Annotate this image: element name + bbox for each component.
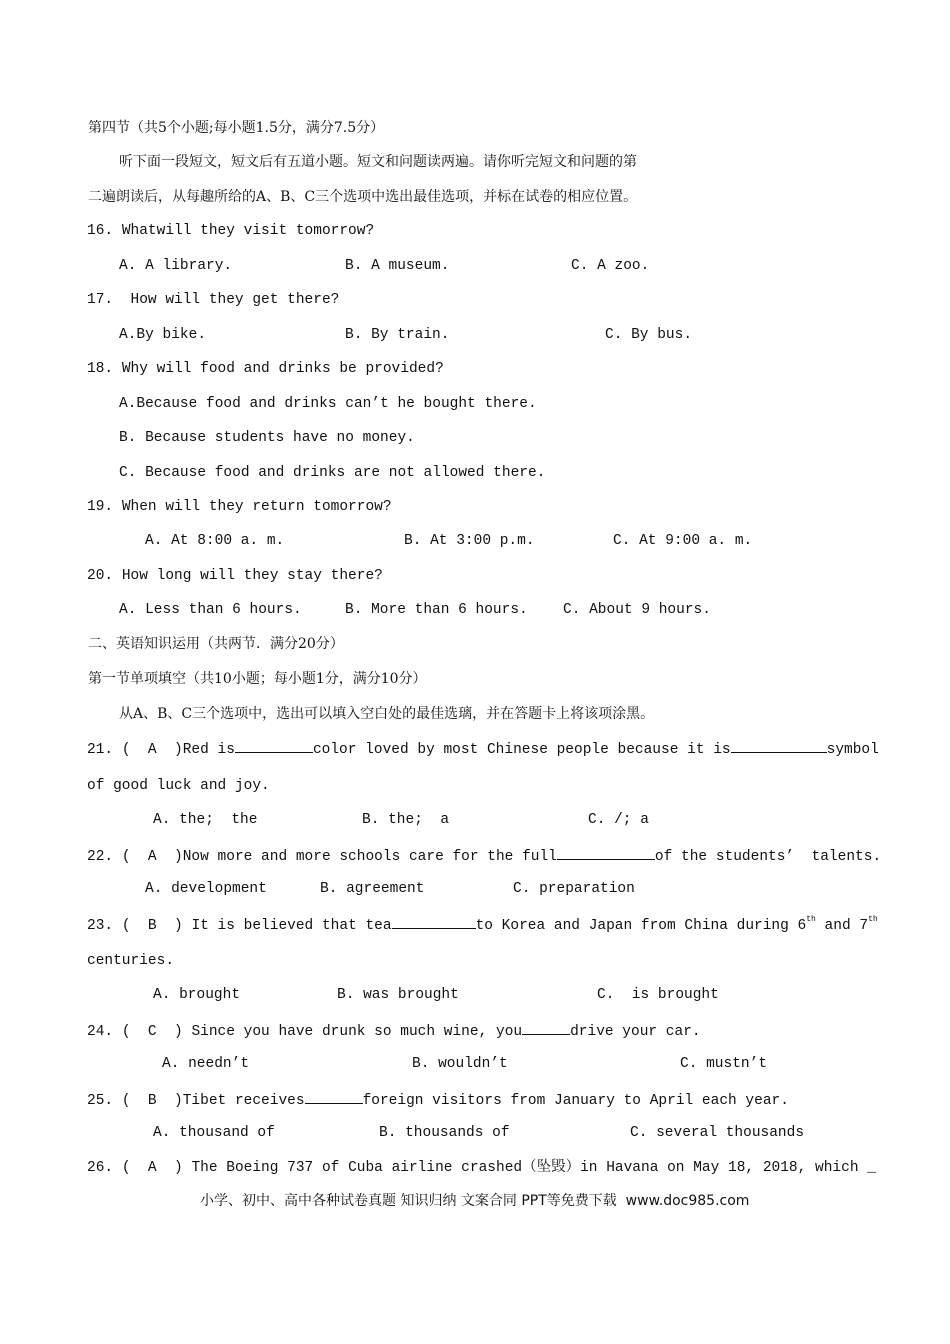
question-number: 21. (87, 742, 114, 758)
answer-bracket: ( A ) (121, 742, 183, 758)
question-number: 16. (87, 223, 114, 239)
q22-option-c: C. preparation (513, 881, 635, 897)
q23-continuation: centuries. (87, 953, 175, 969)
q22-option-a: A. development (145, 881, 267, 897)
answer-bracket: ( A ) (121, 849, 183, 865)
q23-option-c: C. is brought (597, 987, 719, 1003)
q19-option-c: C. At 9:00 a. m. (613, 533, 753, 549)
page-footer: 小学、初中、高中各种试卷真题 知识归纳 文案合同 PPT等免费下载 www.doc985.com (200, 1193, 750, 1209)
question-16 (87, 221, 374, 241)
q25-option-a: A. thousand of (153, 1125, 275, 1141)
q22-option-b: B. agreement (320, 881, 425, 897)
question-21: 21. ( A )Red is color loved by most Chinese people because it is symbol (87, 738, 879, 760)
q24-option-b: B. wouldn’t (412, 1056, 508, 1072)
question-26: 26. ( A ) The Boeing 737 of Cuba airline crashed（坠毁）in Havana on May 18, 2018, which _ (87, 1160, 876, 1176)
section4-instruction-line2: 二遍朗读后，从每趣所给的A、B、C三个选项中选出最佳选项，并标在试卷的相应位置。 (88, 189, 638, 205)
q19-option-a: A. At 8:00 a. m. (145, 533, 285, 549)
q20-option-b: B. More than 6 hours. (345, 602, 528, 618)
answer-blank (305, 1089, 363, 1104)
q20-option-c: C. About 9 hours. (563, 602, 711, 618)
question-text: How long will they stay there? (121, 568, 383, 584)
answer-bracket: ( A ) (121, 1160, 183, 1176)
q20-option-a: A. Less than 6 hours. (119, 602, 302, 618)
question-number: 20. (87, 568, 114, 584)
question-22: 22. ( A )Now more and more schools care for the full of the students’ talents. (87, 845, 881, 867)
q24-option-a: A. needn’t (162, 1056, 250, 1072)
question-23: 23. ( B ) It is believed that tea to Korea and Japan from China during 6th and 7th (87, 915, 878, 934)
q23-option-a: A. brought (153, 987, 241, 1003)
q25-option-b: B. thousands of (379, 1125, 510, 1141)
question-text: Whatwill they visit tomorrow? (121, 223, 375, 239)
q16-option-c: C. A zoo. (571, 258, 650, 274)
q18-option-b: B. Because students have no money. (119, 430, 415, 446)
question-number: 26. (87, 1160, 114, 1176)
answer-blank (235, 738, 313, 753)
part2-section1-heading: 第一节单项填空（共10小题；每小题1分，满分10分） (88, 671, 427, 687)
question-number: 22. (87, 849, 114, 865)
q16-option-a: A. A library. (119, 258, 233, 274)
question-19 (87, 497, 392, 517)
question-24: 24. ( C ) Since you have drunk so much wine, you drive your car. (87, 1020, 701, 1042)
question-text: How will they get there? (130, 292, 340, 308)
q17-option-c: C. By bus. (605, 327, 693, 343)
question-number: 17. (87, 292, 114, 308)
q17-option-a: A.By bike. (119, 327, 207, 343)
question-number: 23. (87, 918, 114, 934)
q16-option-b: B. A museum. (345, 258, 450, 274)
question-17 (87, 290, 339, 310)
question-text: Why will food and drinks be provided? (121, 361, 444, 377)
question-25: 25. ( B )Tibet receives foreign visitors from January to April each year. (87, 1089, 789, 1111)
q17-option-b: B. By train. (345, 327, 450, 343)
q21-option-c: C. /; a (588, 812, 649, 828)
question-number: 18. (87, 361, 114, 377)
answer-bracket: ( C ) (121, 1024, 183, 1040)
q18-option-c: C. Because food and drinks are not allowed there. (119, 465, 546, 481)
q21-option-a: A. the; the (153, 812, 258, 828)
part2-instruction: 从A、B、C三个选项中，选出可以填入空白处的最佳选璃，并在答题卡上将该项涂黑。 (119, 706, 655, 722)
answer-bracket: ( B ) (121, 918, 183, 934)
answer-blank (522, 1020, 570, 1035)
question-number: 25. (87, 1093, 114, 1109)
question-number: 24. (87, 1024, 114, 1040)
part2-heading: 二、英语知识运用（共两节．满分20分） (88, 636, 344, 652)
question-18 (87, 359, 444, 379)
question-number: 19. (87, 499, 114, 515)
question-20 (87, 566, 383, 586)
question-text: When will they return tomorrow? (121, 499, 392, 515)
q24-option-c: C. mustn’t (680, 1056, 768, 1072)
q21-continuation: of good luck and joy. (87, 778, 270, 794)
q19-option-b: B. At 3:00 p.m. (404, 533, 535, 549)
section4-instruction-line1: 听下面一段短文，短文后有五道小题。短文和问题读两遍。请你听完短文和问题的第 (119, 154, 637, 170)
section4-heading: 第四节（共5个小题;每小题1.5分，满分7.5分） (88, 120, 385, 136)
q23-option-b: B. was brought (337, 987, 459, 1003)
q25-option-c: C. several thousands (630, 1125, 805, 1141)
answer-blank (557, 845, 655, 860)
answer-blank (392, 914, 476, 929)
q21-option-b: B. the; a (362, 812, 450, 828)
answer-bracket: ( B ) (121, 1093, 183, 1109)
answer-blank (731, 738, 827, 753)
q18-option-a: A.Because food and drinks can’t he bought there. (119, 396, 537, 412)
